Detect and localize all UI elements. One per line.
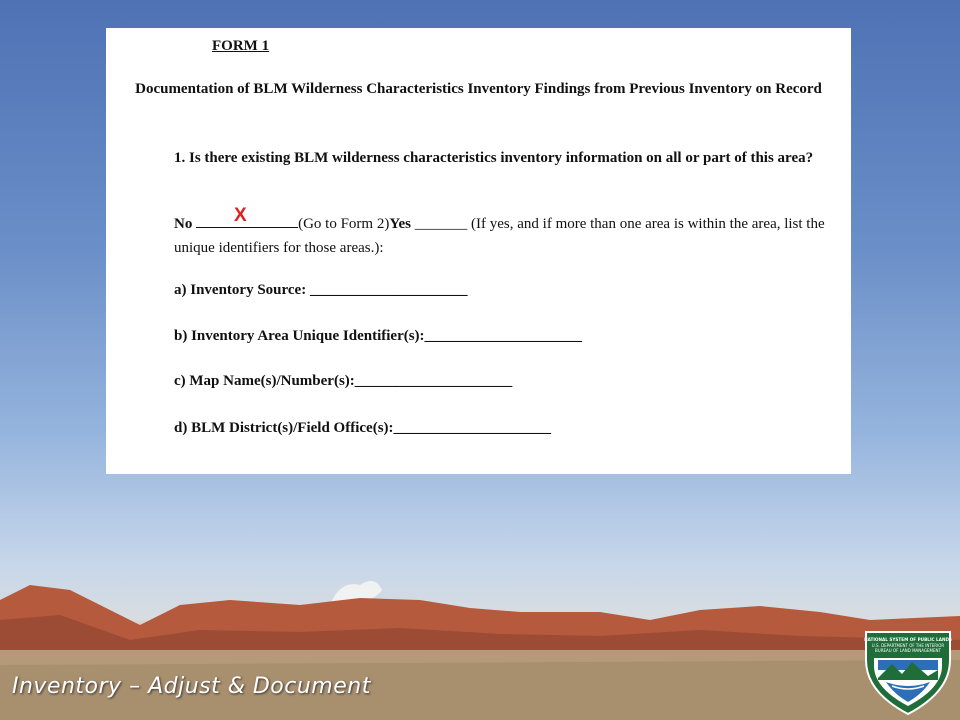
no-checked-mark: X (234, 205, 247, 226)
question-1: 1. Is there existing BLM wilderness characteristics inventory information on all or part of this area? (174, 150, 814, 166)
instruction-text: (If yes, and if more than one area is within the area, list the unique identifiers for those areas.): (174, 216, 825, 256)
no-answer-blank[interactable] (196, 213, 298, 228)
slide-caption: Inventory – Adjust & Document (12, 674, 371, 699)
item-blank[interactable]: _____________________ (354, 373, 513, 389)
logo-text-line: BUREAU OF LAND MANAGEMENT (875, 648, 941, 653)
no-label: No (174, 216, 193, 232)
item-label: c) Map Name(s)/Number(s): (174, 373, 355, 389)
item-label: a) Inventory Source: (174, 282, 310, 298)
form-panel (106, 28, 851, 474)
item-blank[interactable]: _____________________ (393, 420, 552, 436)
yes-label: Yes (389, 216, 412, 232)
item-inventory-source (174, 282, 467, 299)
item-map-name (174, 373, 512, 390)
form-heading: Documentation of BLM Wilderness Characteristics Inventory Findings from Previous Inventory on Record (135, 81, 822, 97)
item-area-identifier (174, 328, 582, 345)
blm-shield-logo-icon (862, 630, 954, 716)
yes-answer-blank[interactable]: _______ (414, 216, 468, 232)
logo-text-line: NATIONAL SYSTEM OF PUBLIC LANDS (864, 637, 952, 642)
item-district-office (174, 420, 551, 437)
form-title: FORM 1 (212, 38, 270, 54)
item-blank[interactable]: _____________________ (424, 328, 583, 344)
item-blank[interactable]: _____________________ (309, 282, 468, 298)
logo-text-line: U.S. DEPARTMENT OF THE INTERIOR (871, 643, 945, 648)
answer-line (174, 212, 849, 260)
item-label: b) Inventory Area Unique Identifier(s): (174, 328, 425, 344)
go-to-form2-text: (Go to Form 2) (298, 216, 390, 232)
item-label: d) BLM District(s)/Field Office(s): (174, 420, 394, 436)
